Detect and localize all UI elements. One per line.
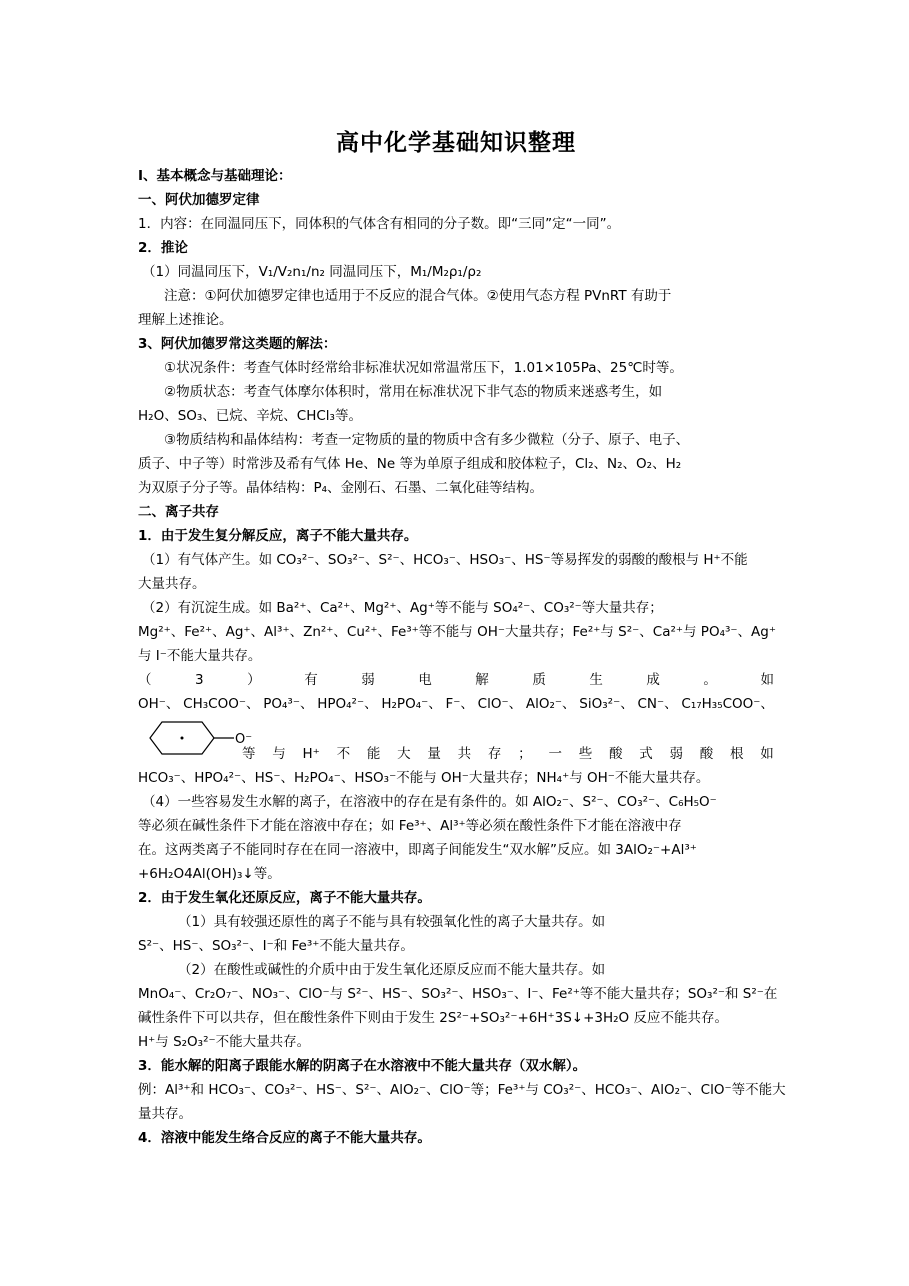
char: 生: [589, 672, 603, 688]
paragraph-line: H₂O、SO₃、已烷、辛烷、CHCl₃等。: [138, 408, 362, 424]
subheading-double-hydrolysis: 3．能水解的阳离子跟能水解的阴离子在水溶液中不能大量共存（双水解）。: [138, 1058, 587, 1074]
paragraph-line: （2）有沉淀生成。如 Ba²⁺、Ca²⁺、Mg²⁺、Ag⁺等不能与 SO₄²⁻、CO₃²⁻等大量共存；: [142, 600, 663, 616]
char: 共: [457, 746, 472, 762]
char: 酸: [608, 746, 623, 762]
ion: PO₄³⁻、: [263, 696, 314, 712]
char: 3: [195, 672, 204, 688]
char: 有: [304, 672, 318, 688]
char: 式: [639, 746, 653, 762]
char: H⁺: [302, 746, 320, 762]
char: 如: [760, 672, 774, 688]
phenolate-line: [138, 716, 774, 766]
char: 根: [730, 746, 744, 762]
ion: OH⁻、: [138, 696, 180, 712]
char: 量: [427, 746, 441, 762]
paragraph-line: 理解上述推论。: [138, 312, 233, 328]
char: 存: [487, 746, 502, 762]
paragraph-line: （1）有气体产生。如 CO₃²⁻、SO₃²⁻、S²⁻、HCO₃⁻、HSO₃⁻、HS⁻等易挥发的弱酸的酸根与 H⁺不能: [142, 552, 748, 568]
document-body: [138, 128, 786, 1150]
subheading-double-decomposition: 1．由于发生复分解反应，离子不能大量共存。: [138, 528, 418, 544]
paragraph-line: （1）具有较强还原性的离子不能与具有较强氧化性的离子大量共存。如: [178, 914, 606, 930]
paragraph-line: 例：Al³⁺和 HCO₃⁻、CO₃²⁻、HS⁻、S²⁻、AlO₂⁻、ClO⁻等；Fe³⁺与 CO₃²⁻、HCO₃⁻、AlO₂⁻、ClO⁻等不能大: [138, 1082, 786, 1098]
phenolate-structure-icon: [138, 718, 253, 764]
document-title: 高中化学基础知识整理: [336, 130, 576, 156]
ion: ClO⁻、: [477, 696, 523, 712]
ion: F⁻、: [445, 696, 474, 712]
paragraph-line: S²⁻、HS⁻、SO₃²⁻、I⁻和 Fe³⁺不能大量共存。: [138, 938, 414, 954]
char: 些: [578, 746, 593, 762]
char: ；: [518, 746, 532, 762]
subheading-inference: 2．推论: [138, 240, 188, 256]
justified-line-phenolate: [242, 742, 774, 766]
paragraph-line: 注意：①阿伏加德罗定律也适用于不反应的混合气体。②使用气态方程 PVnRT 有助于: [164, 288, 672, 304]
phenolate-label: O⁻: [235, 732, 253, 747]
paragraph-line: 1．内容：在同温同压下，同体积的气体含有相同的分子数。即“三同”定“一同”。: [138, 216, 621, 232]
char: 能: [366, 746, 381, 762]
paragraph-line: H⁺与 S₂O₃²⁻不能大量共存。: [138, 1034, 311, 1050]
char: 质: [532, 672, 546, 688]
paragraph-line: （2）在酸性或碱性的介质中由于发生氧化还原反应而不能大量共存。如: [178, 962, 606, 978]
paragraph-line: 在。这两类离子不能同时存在在同一溶液中，即离子间能发生“双水解”反应。如 3AlO₂⁻+Al³⁺: [138, 842, 697, 858]
paragraph-line: Mg²⁺、Fe²⁺、Ag⁺、Al³⁺、Zn²⁺、Cu²⁺、Fe³⁺等不能与 OH⁻大量共存；Fe²⁺与 S²⁻、Ca²⁺与 PO₄³⁻、Ag⁺: [138, 624, 776, 640]
paragraph-line: 为双原子分子等。晶体结构：P₄、金刚石、石墨、二氧化硅等结构。: [138, 480, 544, 496]
paragraph-line: 碱性条件下可以共存，但在酸性条件下则由于发生 2S²⁻+SO₃²⁻+6H⁺3S↓+3H₂O 反应不能共存。: [138, 1010, 728, 1026]
ion: HPO₄²⁻、: [317, 696, 378, 712]
paragraph-line: +6H₂O4Al(OH)₃↓等。: [138, 866, 281, 882]
ion: SiO₃²⁻、: [579, 696, 634, 712]
paragraph-line: （4）一些容易发生水解的离子，在溶液中的存在是有条件的。如 AlO₂⁻、S²⁻、CO₃²⁻、C₆H₅O⁻: [142, 794, 717, 810]
char: 等: [242, 746, 256, 762]
char: 如: [760, 746, 774, 762]
subheading-redox: 2．由于发生氧化还原反应，离子不能大量共存。: [138, 890, 431, 906]
char: 。: [703, 672, 717, 688]
subheading-methods: 3、阿伏加德罗常这类题的解法：: [138, 336, 337, 352]
paragraph-line: （1）同温同压下，V₁/V₂n₁/n₂ 同温同压下，M₁/M₂ρ₁/ρ₂: [142, 264, 482, 280]
char: 解: [475, 672, 489, 688]
paragraph-line: 与 I⁻不能大量共存。: [138, 648, 262, 664]
char: 大: [397, 746, 411, 762]
paragraph-line: ②物质状态：考查气体摩尔体积时，常用在标准状况下非气态的物质来迷惑考生，如: [164, 384, 663, 400]
subheading-complexation: 4．溶液中能发生络合反应的离子不能大量共存。: [138, 1130, 431, 1146]
char: 电: [418, 672, 432, 688]
paragraph-line: MnO₄⁻、Cr₂O₇⁻、NO₃⁻、ClO⁻与 S²⁻、HS⁻、SO₃²⁻、HSO₃⁻、I⁻、Fe²⁺等不能大量共存；SO₃²⁻和 S²⁻在: [138, 986, 778, 1002]
justified-line-ion-list: [138, 692, 774, 716]
ion: H₂PO₄⁻、: [381, 696, 442, 712]
paragraph-line: 量共存。: [138, 1106, 192, 1122]
paragraph-line: 质子、中子等）时常涉及希有气体 He、Ne 等为单原子组成和胶体粒子，Cl₂、N₂、O₂、H₂: [138, 456, 682, 472]
paragraph-line: 大量共存。: [138, 576, 206, 592]
justified-line-weak-electrolyte: [138, 668, 774, 692]
char: 酸: [699, 746, 714, 762]
char: 不: [336, 746, 351, 762]
char: 一: [548, 746, 562, 762]
paragraph-line: ①状况条件：考查气体时经常给非标准状况如常温常压下，1.01×105Pa、25℃时等。: [164, 360, 683, 376]
ion: AlO₂⁻、: [525, 696, 576, 712]
ion: C₁₇H₃₅COO⁻、: [681, 696, 774, 712]
paragraph-line: ③物质结构和晶体结构：考查一定物质的量的物质中含有多少微粒（分子、原子、电子、: [164, 432, 690, 448]
char: （: [138, 672, 152, 688]
section-heading-i: I、基本概念与基础理论：: [138, 168, 292, 184]
ion: CH₃COO⁻、: [183, 696, 260, 712]
section-heading-ion-coexistence: 二、离子共存: [138, 504, 219, 520]
char: 弱: [361, 672, 375, 688]
char: ）: [247, 672, 261, 688]
paragraph-line: HCO₃⁻、HPO₄²⁻、HS⁻、H₂PO₄⁻、HSO₃⁻不能与 OH⁻大量共存；NH₄⁺与 OH⁻不能大量共存。: [138, 770, 710, 786]
paragraph-line: 等必须在碱性条件下才能在溶液中存在；如 Fe³⁺、Al³⁺等必须在酸性条件下才能在溶液中存: [138, 818, 682, 834]
char: 弱: [669, 746, 683, 762]
char: 成: [646, 672, 660, 688]
section-heading-avogadro: 一、阿伏加德罗定律: [138, 192, 260, 208]
char: 与: [272, 746, 286, 762]
ion: CN⁻、: [637, 696, 678, 712]
